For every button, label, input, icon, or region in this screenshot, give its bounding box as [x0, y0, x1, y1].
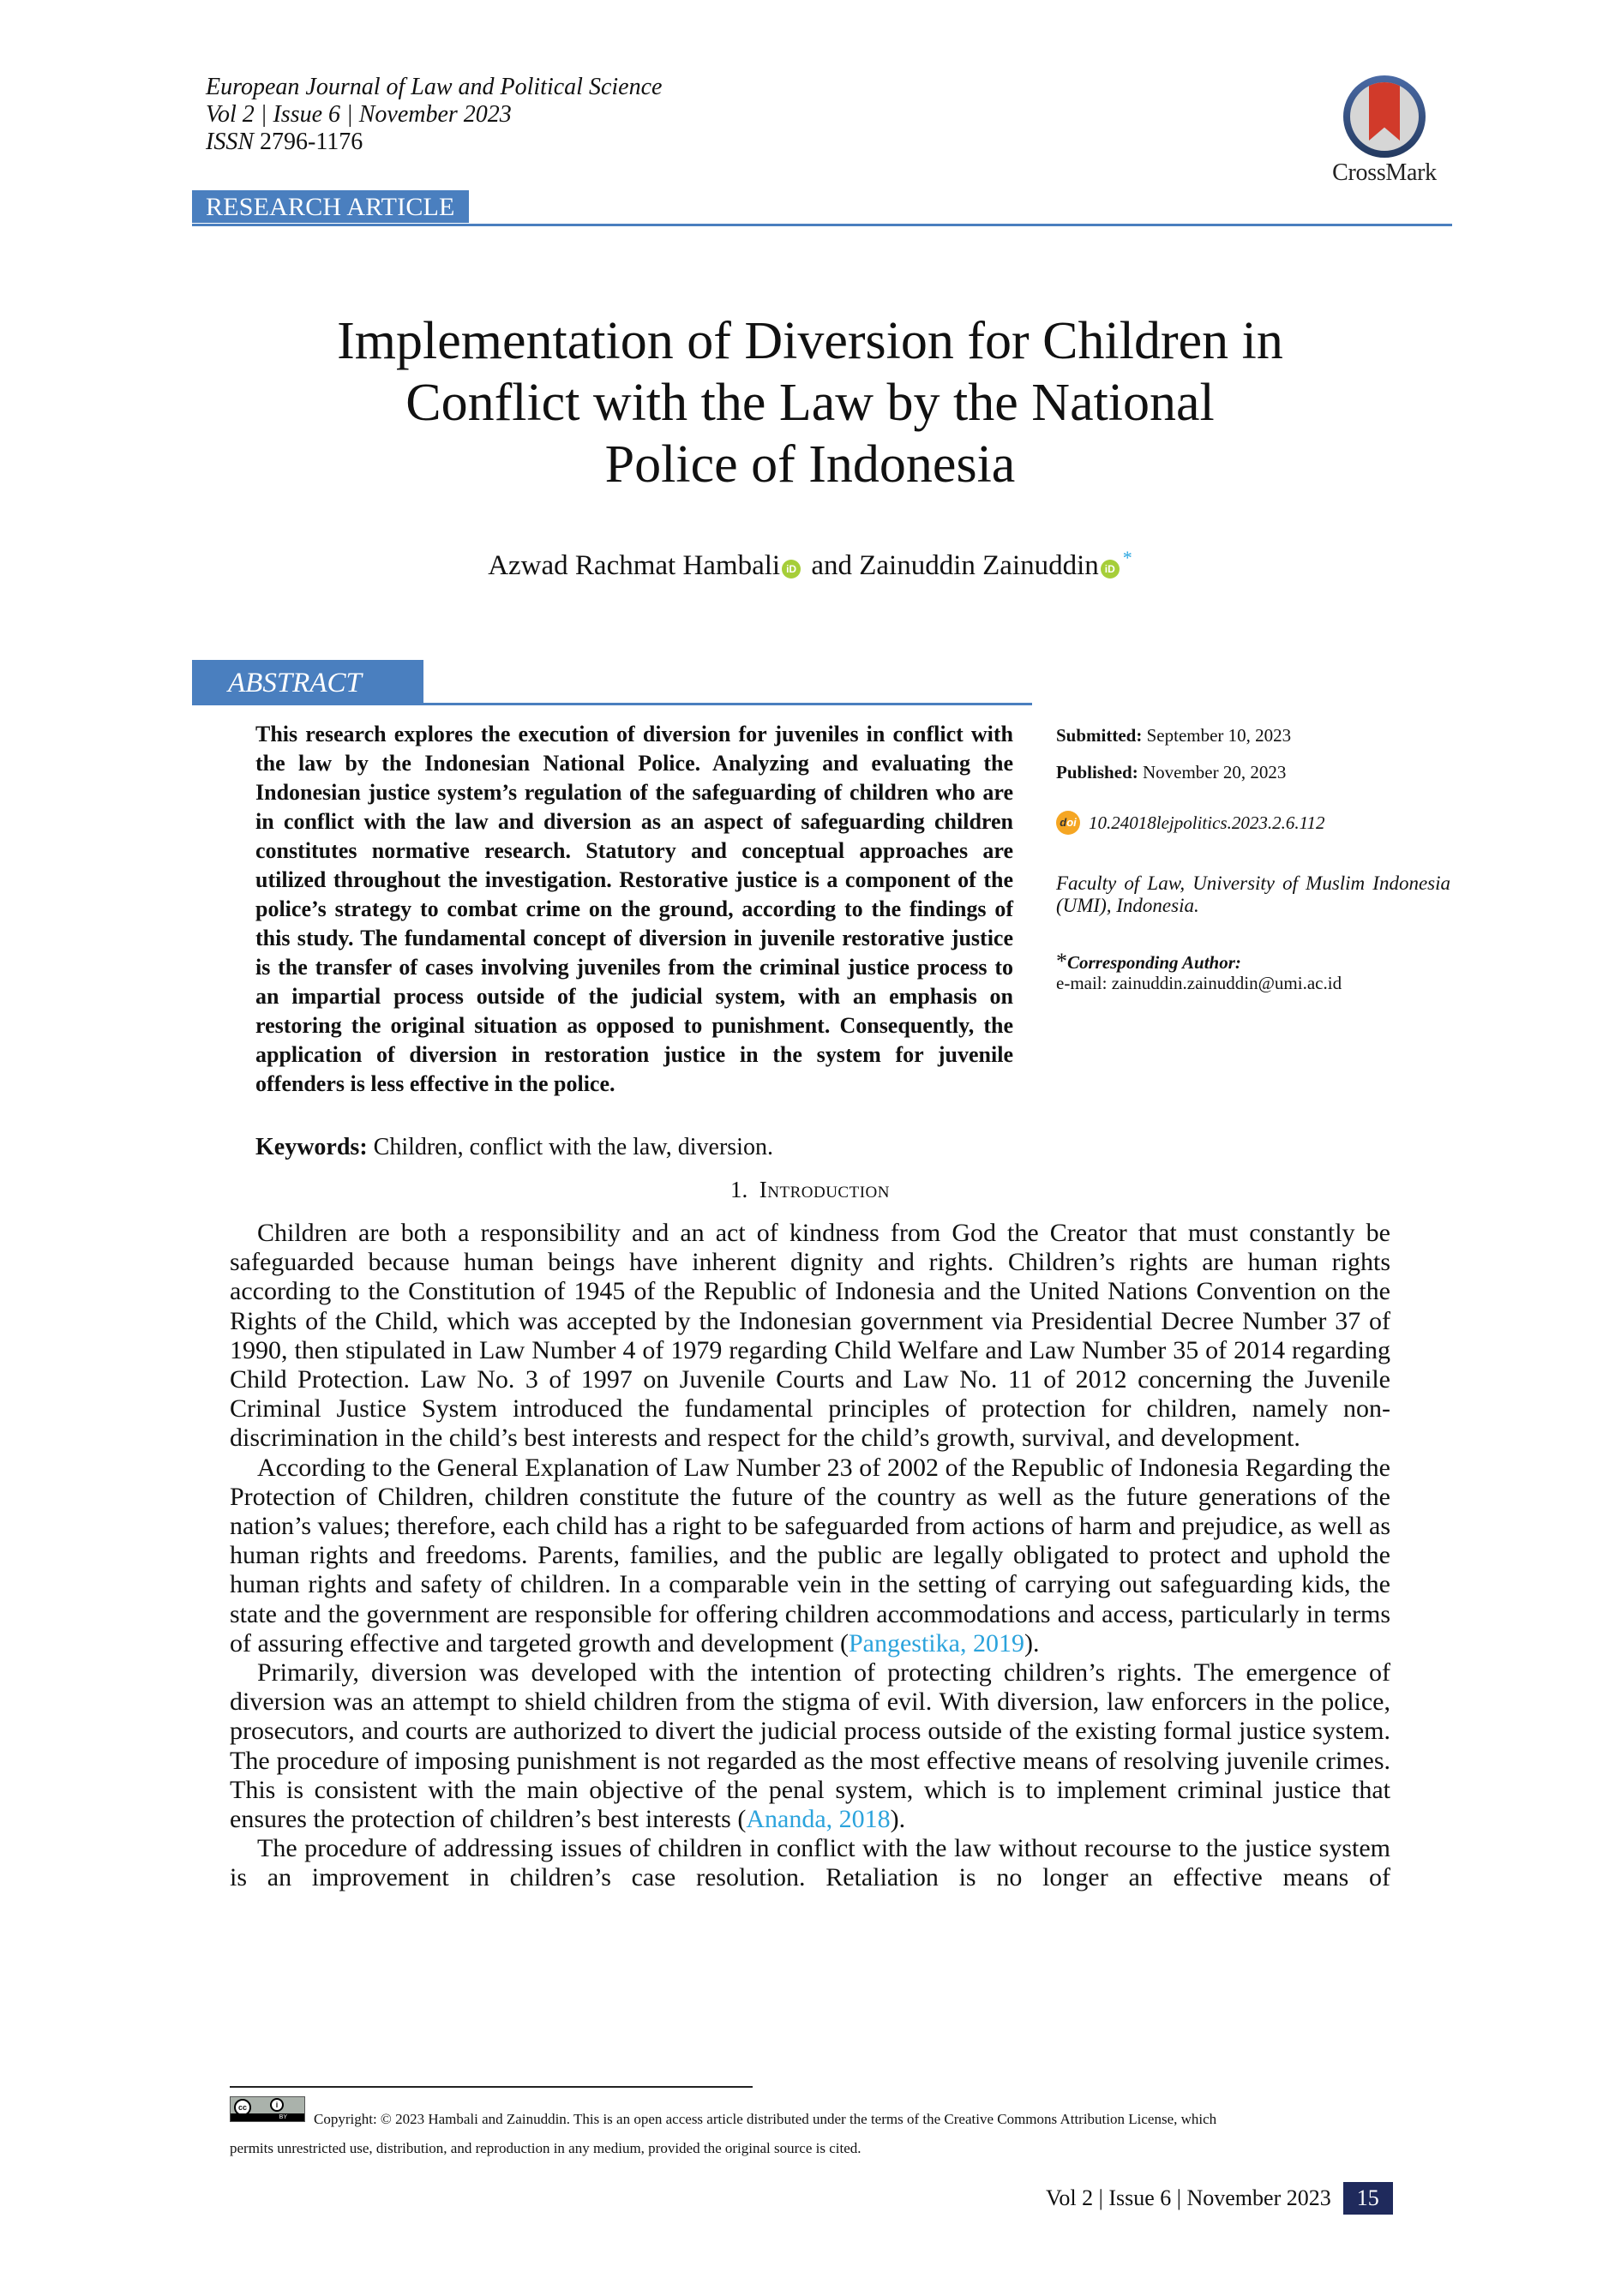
author-name[interactable]: Azwad Rachmat Hambali — [488, 550, 781, 581]
crossmark-label: CrossMark — [1332, 159, 1437, 186]
corresponding-asterisk: * — [1056, 949, 1067, 974]
journal-info — [206, 74, 662, 156]
submitted-date — [1056, 725, 1450, 746]
journal-issue: Vol 2 | Issue 6 | November 2023 — [206, 101, 512, 128]
keywords-value: Children, conflict with the law, diversion. — [373, 1134, 773, 1160]
paragraph — [230, 1219, 1390, 1454]
journal-name: European Journal of Law and Political Science — [206, 74, 663, 100]
section-number: 1. — [730, 1177, 748, 1202]
paragraph-text: The procedure of addressing issues of children in conflict with the law without recourse to the justice system is an improvement in children’s case resolution. Retaliation is no longer an effective means of — [230, 1834, 1390, 1892]
section-title: Introduction — [759, 1177, 890, 1202]
published-label: Published: — [1056, 762, 1138, 782]
page-number: 15 — [1343, 2182, 1393, 2215]
page-footer — [1046, 2182, 1393, 2215]
corresponding-email[interactable]: e-mail: zainuddin.zainuddin@umi.ac.id — [1056, 973, 1342, 993]
attribution-icon: i — [270, 2098, 284, 2112]
paragraph-text: ). — [890, 1805, 906, 1834]
corresponding-author — [1056, 951, 1450, 993]
copyright-notice — [230, 2105, 1396, 2163]
author-name[interactable]: Zainuddin Zainuddin — [859, 550, 1099, 581]
cc-icon: cc — [234, 2099, 251, 2116]
article-type-label: RESEARCH ARTICLE — [192, 190, 469, 223]
doi-value[interactable]: 10.24018lejpolitics.2023.2.6.112 — [1089, 812, 1325, 833]
section-heading-introduction — [206, 1177, 1414, 1203]
doi-icon: doi — [1056, 811, 1080, 835]
corresponding-label: Corresponding Author: — [1067, 952, 1241, 973]
author-separator: and — [811, 550, 852, 581]
orcid-icon[interactable]: iD — [1101, 560, 1120, 578]
paragraph-text: Primarily, diversion was developed with the intention of protecting children’s rights. The emergence of diversion was an attempt to shield children from the stigma of evil. With diversion, law enforcers in the police, prosecutors, and courts are authorized to divert the judicial process outside of the existing formal justice system. The procedure of imposing punishment is not regarded as the most effective means of resolving juvenile crimes. This is consistent with the main objective of the penal system, which is to implement criminal justice that ensures the protection of children’s best interests ( — [230, 1658, 1390, 1834]
footer-issue: Vol 2 | Issue 6 | November 2023 — [1046, 2185, 1331, 2210]
paragraph — [230, 1834, 1390, 1892]
paragraph-text: According to the General Explanation of Law Number 23 of 2002 of the Republic of Indonesia Regarding the Protection of Children, children constitute the future of the country as well as the future generations of the nation’s values; therefore, each child has a right to be safeguarded from actions of harm and prejudice, as well as human rights and freedoms. Parents, families, and the public are legally obligated to protect and uphold the human rights and safety of children. In a comparable vein in the setting of carrying out safeguarding kids, the state and the government are responsible for offering children accommodations and access, particularly in terms of assuring effective and targeted growth and development ( — [230, 1453, 1390, 1658]
journal-issn — [206, 129, 662, 156]
article-title — [206, 310, 1414, 495]
submitted-label: Submitted: — [1056, 725, 1143, 746]
doi-link[interactable] — [1056, 811, 1450, 835]
affiliation: Faculty of Law, University of Muslim Indonesia (UMI), Indonesia. — [1056, 872, 1450, 916]
author-list — [206, 547, 1414, 582]
title-line: Implementation of Diversion for Children in — [337, 312, 1283, 370]
article-meta — [1056, 725, 1450, 993]
published-date — [1056, 762, 1450, 783]
published-value: November 20, 2023 — [1142, 762, 1287, 782]
footnote-divider — [230, 2086, 753, 2088]
introduction-body — [230, 1219, 1390, 1893]
corresponding-mark: * — [1122, 547, 1132, 568]
copyright-line: permits unrestricted use, distribution, and reproduction in any medium, provided the original source is cited. — [230, 2140, 862, 2156]
copyright-line: Copyright: © 2023 Hambali and Zainuddin. This is an open access article distributed under the terms of the Creative Commons Attribution License, which — [314, 2111, 1217, 2127]
crossmark-badge[interactable] — [1316, 75, 1453, 187]
keywords — [255, 1134, 773, 1161]
by-label: BY — [231, 2113, 304, 2121]
header-divider — [192, 224, 1452, 226]
title-line: Police of Indonesia — [604, 435, 1016, 494]
paragraph-text: ). — [1024, 1628, 1040, 1658]
citation-link[interactable]: Pangestika, 2019 — [848, 1628, 1024, 1658]
crossmark-icon — [1343, 75, 1426, 158]
abstract-label: ABSTRACT — [192, 660, 423, 704]
abstract-text: This research explores the execution of diversion for juveniles in conflict with the law by the Indonesian National Police. Analyzing and evaluating the Indonesian justice system’s regulation of the safeguarding of children who are in conflict with the law and diversion as an aspect of safeguarding children constitutes normative research. Statutory and conceptual approaches are utilized throughout the investigation. Restorative justice is a component of the police’s strategy to combat crime on the ground, according to the findings of this study. The fundamental concept of diversion in juvenile restorative justice is the transfer of cases involving juveniles from the criminal justice process to an impartial process outside of the judicial system, with an emphasis on restoring the original situation as opposed to punishment. Consequently, the application of diversion in restoration justice in the system for juvenile offenders is less effective in the police. — [255, 722, 1013, 1096]
keywords-label: Keywords: — [255, 1134, 368, 1160]
issn-label: ISSN — [206, 129, 254, 155]
issn-number: 2796-1176 — [260, 129, 363, 155]
title-line: Conflict with the Law by the National — [405, 374, 1215, 432]
paragraph-text: Children are both a responsibility and an act of kindness from God the Creator that must constantly be safeguarded because human beings have inherent dignity and rights. Children’s rights are human rights according to the Constitution of 1945 of the Republic of Indonesia and the United Nations Convention on the Rights of the Child, which was accepted by the Indonesian government via Presidential Decree Number 37 of 1990, then stipulated in Law Number 4 of 1979 regarding Child Welfare and Law Number 35 of 2014 regarding Child Protection. Law No. 3 of 1997 on Juvenile Courts and Law No. 11 of 2012 concerning the Juvenile Criminal Justice System introduced the fundamental principles of protection for children, namely non-discrimination in the child’s best interests and respect for the child’s growth, survival, and development. — [230, 1219, 1390, 1453]
paragraph — [230, 1454, 1390, 1658]
citation-link[interactable]: Ananda, 2018 — [746, 1805, 891, 1834]
orcid-icon[interactable]: iD — [782, 560, 801, 578]
submitted-value: September 10, 2023 — [1146, 725, 1292, 746]
paragraph — [230, 1658, 1390, 1834]
